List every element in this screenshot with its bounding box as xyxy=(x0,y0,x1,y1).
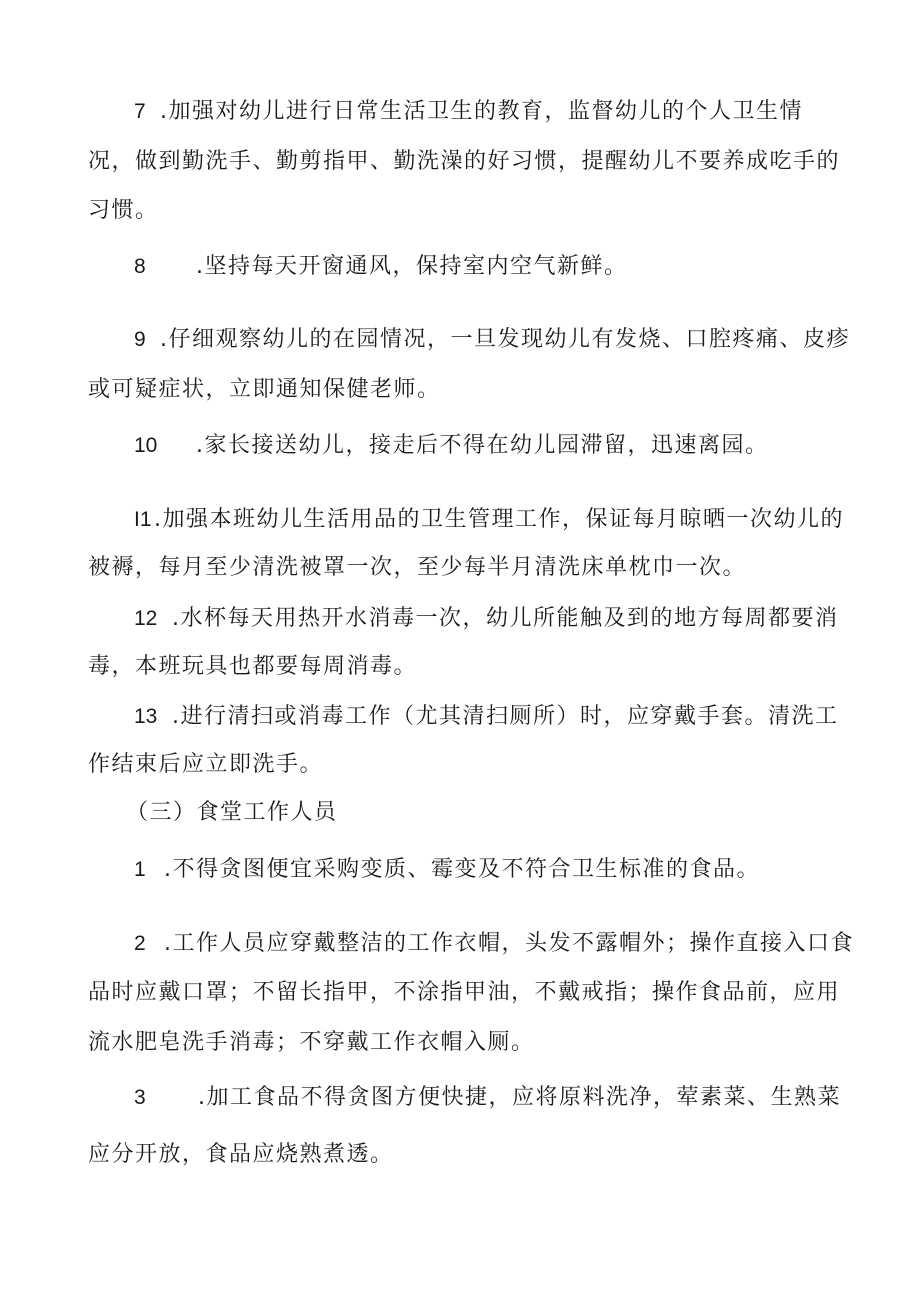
canteen-item-2-number: 2 xyxy=(134,932,146,955)
item-11-line-2: 被褥，每月至少清洗被罩一次，至少每半月清洗床单枕巾一次。 xyxy=(88,555,747,580)
item-12-line-2: 毒，本班玩具也都要每周消毒。 xyxy=(88,654,418,679)
canteen-item-2-line-3: 流水肥皂洗手消毒；不穿戴工作衣帽入厕。 xyxy=(88,1030,535,1055)
item-12-text-1: .水杯每天用热开水消毒一次，幼儿所能触及到的地方每周都要消 xyxy=(172,606,839,631)
item-11-line-1 xyxy=(134,505,844,535)
item-7-line-3: 习惯。 xyxy=(88,198,159,223)
canteen-item-2-text-1: .工作人员应穿戴整洁的工作衣帽，头发不露帽外；操作直接入口食 xyxy=(164,931,854,956)
item-8-text-1: .坚持每天开窗通风，保持室内空气新鲜。 xyxy=(196,254,628,279)
item-13-text-1: .进行清扫或消毒工作（尤其清扫厕所）时，应穿戴手套。清洗工 xyxy=(172,704,839,729)
canteen-item-3-line-2: 应分开放，食品应烧熟煮透。 xyxy=(88,1142,394,1167)
item-13-line-2: 作结束后应立即洗手。 xyxy=(88,752,324,777)
canteen-item-1-text-1: .不得贪图便宜采购变质、霉变及不符合卫生标准的食品。 xyxy=(164,857,760,882)
item-12-number: 12 xyxy=(134,607,158,630)
item-11-number: I1 xyxy=(134,508,152,531)
item-7-number: 7 xyxy=(134,100,146,123)
item-9-number: 9 xyxy=(134,328,146,351)
item-11-text-1: .加强本班幼儿生活用品的卫生管理工作，保证每月晾晒一次幼儿的 xyxy=(154,507,844,532)
item-9-line-2: 或可疑症状，立即通知保健老师。 xyxy=(88,377,441,402)
item-10-line-1 xyxy=(134,431,769,461)
item-13-number: 13 xyxy=(134,705,158,728)
item-8-line-1 xyxy=(134,252,628,282)
item-7-line-1 xyxy=(134,97,803,127)
item-9-text-1: .仔细观察幼儿的在园情况，一旦发现幼儿有发烧、口腔疼痛、皮疹 xyxy=(160,327,850,352)
item-7-text-1: .加强对幼儿进行日常生活卫生的教育，监督幼儿的个人卫生情 xyxy=(160,99,803,124)
section-3-heading: （三）食堂工作人员 xyxy=(126,800,338,825)
canteen-item-3-number: 3 xyxy=(134,1086,146,1109)
item-7-line-2: 况，做到勤洗手、勤剪指甲、勤洗澡的好习惯，提醒幼儿不要养成吃手的 xyxy=(88,149,841,174)
item-12-line-1 xyxy=(134,604,839,634)
item-8-number: 8 xyxy=(134,255,146,278)
canteen-item-3-text-1: .加工食品不得贪图方便快捷，应将原料洗净，荤素菜、生熟菜 xyxy=(198,1085,841,1110)
canteen-item-3-line-1 xyxy=(134,1083,841,1113)
canteen-item-2-line-2: 品时应戴口罩；不留长指甲，不涂指甲油，不戴戒指；操作食品前，应用 xyxy=(88,980,841,1005)
canteen-item-1-number: 1 xyxy=(134,858,146,881)
canteen-item-1-line-1 xyxy=(134,855,760,885)
item-10-number: 10 xyxy=(134,434,158,457)
canteen-item-2-line-1 xyxy=(134,929,854,959)
item-9-line-1 xyxy=(134,325,850,355)
item-13-line-1 xyxy=(134,702,839,732)
item-10-text-1: .家长接送幼儿，接走后不得在幼儿园滞留，迅速离园。 xyxy=(196,433,769,458)
